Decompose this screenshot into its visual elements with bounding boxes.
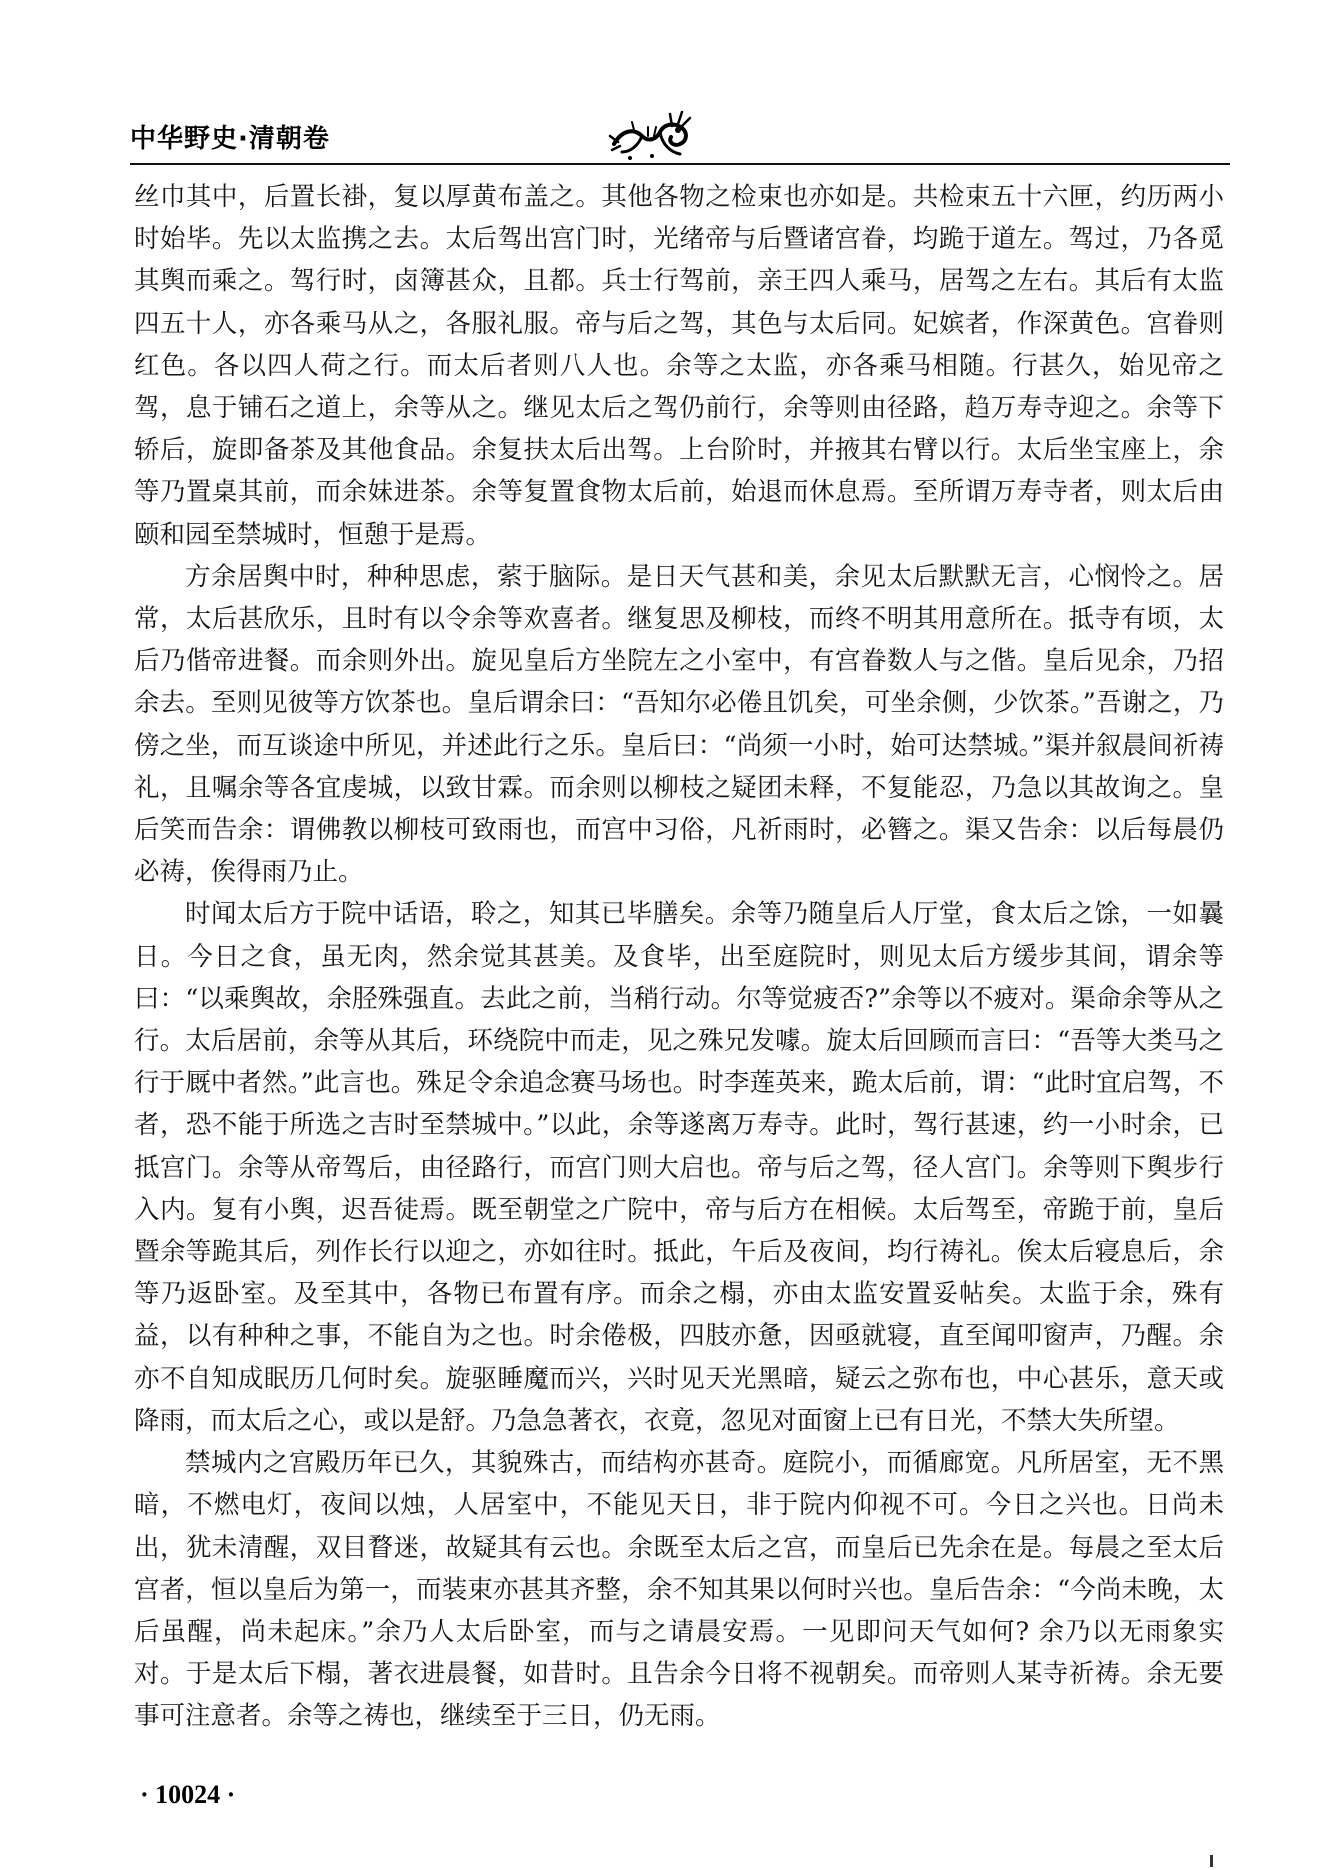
- book-title: 中华野史·清朝卷: [130, 124, 330, 154]
- paragraph: 禁城内之宫殿历年已久，其貌殊古，而结构亦甚奇。庭院小，而循廊宽。凡所居室，无不黑暗，不燃电灯，夜间以烛，人居室中，不能见天日，非于院内仰视不可。今日之兴也。日尚未出，犹未清醒，双目瞀迷，故疑其有云也。余既至太后之宫，而皇后已先余在是。每晨之至太后宫者，恒以皇后为第一，而装束亦甚其齐整，余不知其果以何时兴也。皇后告余：“今尚未晚，太后虽醒，尚未起床。”余乃人太后卧室，而与之请晨安焉。一见即问天气如何? 余乃以无雨象实对。于是太后下榻，著衣进晨餐，如昔时。且告余今日将不视朝矣。而帝则人某寺祈祷。余无要事可注意者。余等之祷也，继续至于三日，仍无雨。: [134, 1448, 1224, 1732]
- running-header: [130, 108, 1230, 164]
- header-rule: [130, 163, 1230, 165]
- page-number: · 10024 ·: [140, 1780, 236, 1809]
- dragon-icon: [608, 100, 692, 162]
- corner-mark: [1210, 1855, 1213, 1867]
- body-text: [134, 176, 1224, 1738]
- paragraph: 方余居舆中时，种种思虑，萦于脑际。是日天气甚和美，余见太后默默无言，心悯怜之。居常，太后甚欣乐，且时有以令余等欢喜者。继复思及柳枝，而终不明其用意所在。抵寺有顷，太后乃偕帝进餐。而余则外出。旋见皇后方坐院左之小室中，有宫眷数人与之偕。皇后见余，乃招余去。至则见彼等方饮茶也。皇后谓余曰：“吾知尔必倦且饥矣，可坐余侧，少饮茶。”吾谢之，乃傍之坐，而互谈途中所见，并述此行之乐。皇后曰：“尚须一小时，始可达禁城。”渠并叙晨间祈祷礼，且嘱余等各宜虔城，以致甘霖。而余则以柳枝之疑团未释，不复能忍，乃急以其故询之。皇后笑而告余：谓佛教以柳枝可致雨也，而宫中习俗，凡祈雨时，必簪之。渠又告余：以后每晨仍必祷，俟得雨乃止。: [134, 561, 1224, 888]
- paragraph: 丝巾其中，后置长褂，复以厚黄布盖之。其他各物之检束也亦如是。共检束五十六匣，约历两小时始毕。先以太监携之去。太后驾出宫门时，光绪帝与后暨诸宫眷，均跪于道左。驾过，乃各觅其舆而乘之。驾行时，卤簿甚众，且都。兵士行驾前，亲王四人乘马，居驾之左右。其后有太监四五十人，亦各乘马从之，各服礼服。帝与后之驾，其色与太后同。妃嫔者，作深黄色。宫眷则红色。各以四人荷之行。而太后者则八人也。余等之太监，亦各乘马相随。行甚久，始见帝之驾，息于铺石之道上，余等从之。继见太后之驾仍前行，余等则由径路，趋万寿寺迎之。余等下轿后，旋即备茶及其他食品。余复扶太后出驾。上台阶时，并掖其右臂以行。太后坐宝座上，余等乃置桌其前，而余妹进茶。余等复置食物太后前，始退而休息焉。至所谓万寿寺者，则太后由颐和园至禁城时，恒憩于是焉。: [134, 182, 1224, 550]
- paragraph: 时闻太后方于院中话语，聆之，知其已毕膳矣。余等乃随皇后人厅堂，食太后之馀，一如曩日。今日之食，虽无肉，然余觉其甚美。及食毕，出至庭院时，则见太后方缓步其间，谓余等曰：“以乘舆故，余胫殊强直。去此之前，当稍行动。尔等觉疲否?”余等以不疲对。渠命余等从之行。太后居前，余等从其后，环绕院中而走，见之殊兄发噱。旋太后回顾而言曰：“吾等大类马之行于厩中者然。”此言也。殊足令余追念赛马场也。时李莲英来，跪太后前，谓：“此时宜启驾，不者，恐不能于所选之吉时至禁城中。”以此，余等遂离万寿寺。此时，驾行甚速，约一小时余，已抵宫门。余等从帝驾后，由径路行，而宫门则大启也。帝与后之驾，径人宫门。余等则下舆步行入内。复有小舆，迟吾徒焉。既至朝堂之广院中，帝与后方在相候。太后驾至，帝跪于前，皇后暨余等跪其后，列作长行以迎之，亦如往时。抵此，午后及夜间，均行祷礼。俟太后寝息后，余等乃返卧室。及至其中，各物已布置有序。而余之榻，亦由太监安置妥帖矣。太监于余，殊有益，以有种种之事，不能自为之也。时余倦极，四肢亦惫，因亟就寝，直至闻叩窗声，乃醒。余亦不自知成眠历几何时矣。旋驱睡魔而兴，兴时见天光黑暗，疑云之弥布也，中心甚乐，意天或降雨，而太后之心，或以是舒。乃急急著衣，衣竟，忽见对面窗上已有日光，不禁大失所望。: [134, 899, 1224, 1436]
